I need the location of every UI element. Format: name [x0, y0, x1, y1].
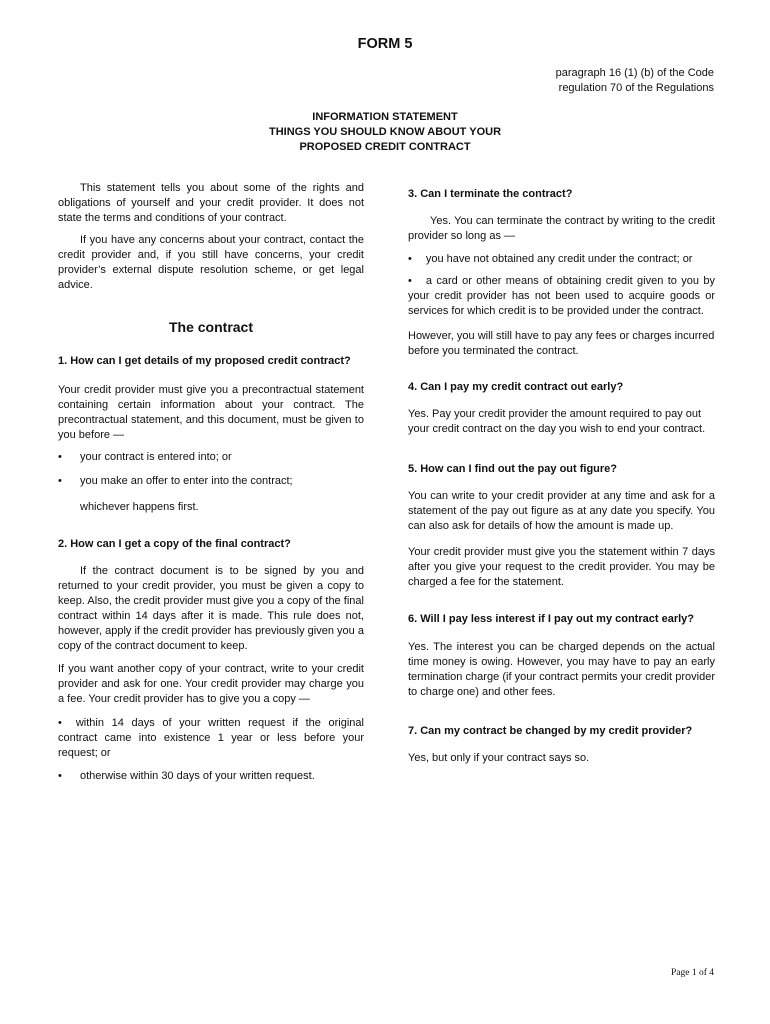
reference-line: regulation 70 of the Regulations — [558, 82, 714, 94]
answer-paragraph: However, you will still have to pay any fees or charges incurred before you terminated the contract. — [408, 330, 715, 357]
bullet-item — [58, 769, 364, 784]
page-number: Page 1 of 4 — [670, 968, 714, 978]
left-column — [58, 181, 364, 784]
question-heading: 7. Can my contract be changed by my credit provider? — [408, 725, 693, 737]
answer-paragraph: If you want another copy of your contract, write to your credit provider and ask for one. Your credit provider may charge you a fee. Your credit provider has to give you a copy — — [58, 663, 364, 705]
bullet-text: within 14 days of your written request if the original contract came into existence 1 year or less before your request; or — [58, 717, 364, 759]
question-heading: 2. How can I get a copy of the final contract? — [58, 538, 291, 550]
right-column — [408, 187, 715, 766]
bullet-text: you have not obtained any credit under the contract; or — [425, 253, 693, 265]
question-heading: 5. How can I find out the pay out figure? — [408, 463, 617, 475]
bullet-item — [58, 716, 364, 761]
heading-line: INFORMATION STATEMENT — [312, 111, 458, 123]
intro-paragraph: This statement tells you about some of the rights and obligations of yourself and your credit provider. It does not state the terms and conditions of your contract. — [58, 182, 364, 224]
heading-line: PROPOSED CREDIT CONTRACT — [299, 141, 471, 153]
answer-paragraph: Your credit provider must give you the statement within 7 days after you give your request to the credit provider. You may be charged a fee for the statement. — [408, 546, 715, 588]
bullet-text: your contract is entered into; or — [80, 451, 232, 463]
bullet-icon: • — [58, 770, 62, 782]
answer-paragraph: Yes. The interest you can be charged depends on the actual time money is owing. However, you may have to pay an early termination charge (if your contract permits your credit provider to charge one) and other fees. — [408, 641, 715, 698]
answer-paragraph: Yes. You can terminate the contract by writing to the credit provider so long as — — [408, 215, 715, 242]
bullet-icon: • — [58, 451, 62, 463]
bullet-icon: • — [58, 475, 62, 487]
answer-paragraph: You can write to your credit provider at any time and ask for a statement of the pay out figure as at any date you specify. You can also ask for details of how the amount is made up. — [408, 490, 715, 532]
answer-paragraph: Yes. Pay your credit provider the amount required to pay out your credit contract on the day you wish to end your contract. — [408, 408, 706, 435]
intro-paragraph: If you have any concerns about your contract, contact the credit provider and, if you still have concerns, your credit provider’s external dispute resolution scheme, or get legal advice. — [58, 234, 364, 291]
answer-paragraph: Yes, but only if your contract says so. — [408, 752, 590, 764]
question-heading: 1. How can I get details of my proposed credit contract? — [58, 355, 351, 367]
question-heading: 3. Can I terminate the contract? — [408, 188, 573, 200]
answer-paragraph: whichever happens first. — [80, 501, 199, 513]
bullet-icon: • — [408, 253, 412, 265]
answer-paragraph: Your credit provider must give you a precontractual statement containing certain information about your contract. The precontractual statement, and this document, must be given to you before — — [58, 384, 364, 441]
bullet-item — [58, 474, 364, 489]
bullet-item — [58, 450, 364, 465]
reference-line: paragraph 16 (1) (b) of the Code — [555, 67, 714, 79]
bullet-text: you make an offer to enter into the contract; — [80, 475, 293, 487]
bullet-icon: • — [58, 717, 62, 729]
heading-line: THINGS YOU SHOULD KNOW ABOUT YOUR — [268, 126, 502, 138]
question-heading: 4. Can I pay my credit contract out early? — [408, 381, 624, 393]
form-title: FORM 5 — [357, 36, 413, 52]
answer-paragraph: If the contract document is to be signed by you and returned to your credit provider, you must be given a copy to keep. Also, the credit provider must give you a copy of the final contract within 14 days after it is made. This rule does not, however, apply if the credit provider has previously given you a copy of the contract document to keep. — [58, 565, 364, 652]
bullet-text: otherwise within 30 days of your written request. — [80, 770, 315, 782]
bullet-item — [408, 252, 715, 267]
legal-reference — [556, 66, 714, 96]
bullet-text: a card or other means of obtaining credit given to you by your credit provider has not been used to acquire goods or services for which credit is to be provided under the contract. — [408, 275, 715, 317]
question-heading: 6. Will I pay less interest if I pay out my contract early? — [408, 613, 694, 625]
section-title: The contract — [168, 319, 253, 335]
statement-heading — [0, 110, 770, 155]
bullet-icon: • — [408, 275, 412, 287]
bullet-item — [408, 274, 715, 319]
